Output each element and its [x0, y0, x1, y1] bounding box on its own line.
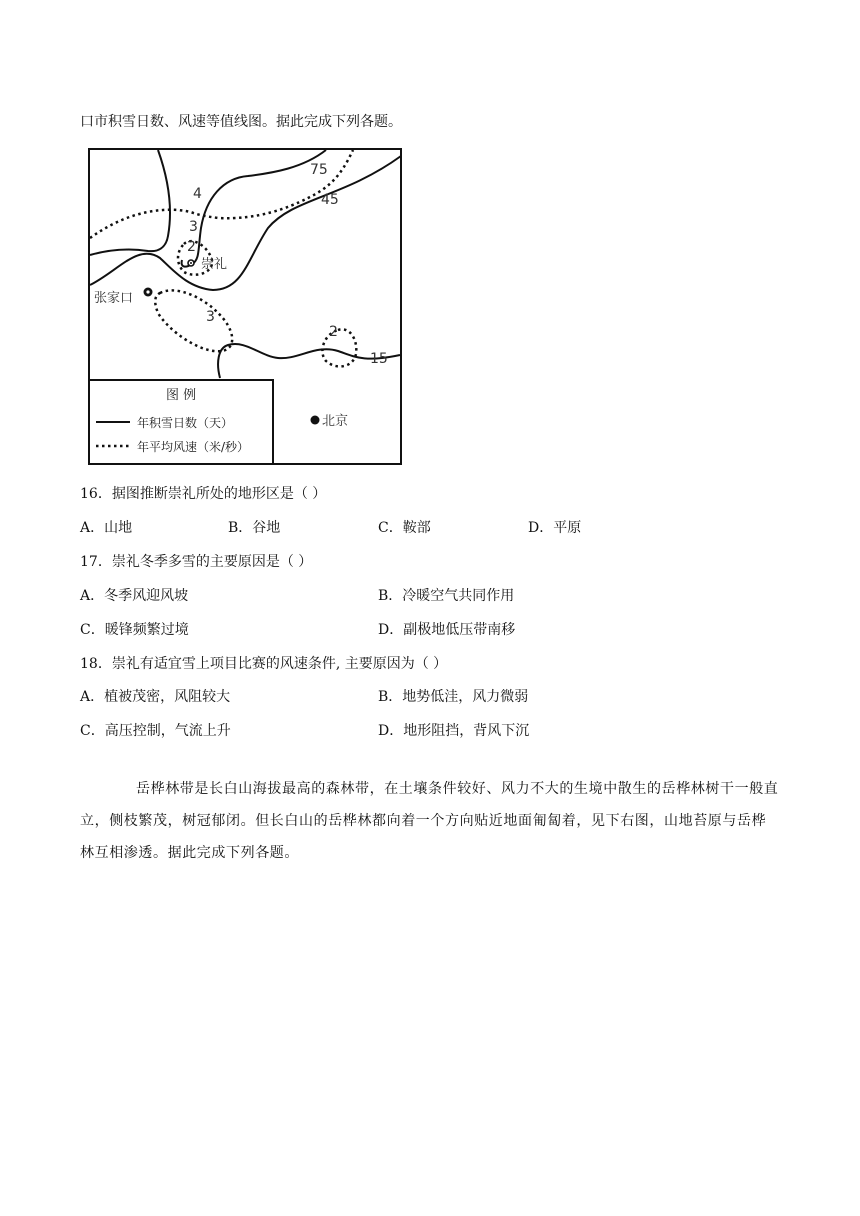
q18-option-a[interactable]: A．植被茂密，风阻较大: [80, 689, 231, 705]
legend-snow-text: 年积雪日数（天）: [137, 416, 234, 430]
label-2b: 2: [329, 324, 338, 340]
question-16-stem: 16．据图推断崇礼所处的地形区是（ ）: [80, 486, 327, 502]
label-beijing: 北京: [322, 414, 349, 429]
q16-option-d[interactable]: D．平原: [528, 520, 582, 536]
q17-option-c[interactable]: C．暖锋频繁过境: [80, 622, 189, 638]
label-15: 15: [370, 351, 388, 367]
intro-text: 口市积雪日数、风速等值线图。据此完成下列各题。: [80, 114, 402, 130]
beijing-marker: [311, 416, 320, 425]
label-3b: 3: [206, 309, 215, 325]
q18-option-d[interactable]: D．地形阻挡，背风下沉: [378, 723, 530, 739]
isoline-map: [88, 148, 402, 465]
q16-option-b[interactable]: B．谷地: [228, 520, 281, 536]
q17-option-b[interactable]: B．冷暖空气共同作用: [378, 588, 515, 604]
q18-option-c[interactable]: C．高压控制，气流上升: [80, 723, 231, 739]
label-zhangjiakou: 张家口: [94, 291, 134, 306]
label-45: 45: [321, 192, 339, 208]
q16-option-c[interactable]: C．鞍部: [378, 520, 431, 536]
q17-option-d[interactable]: D．副极地低压带南移: [378, 622, 516, 638]
label-75: 75: [310, 162, 328, 178]
label-2a: 2: [187, 239, 196, 255]
legend-wind-text: 年平均风速（米/秒）: [137, 440, 250, 454]
q18-option-b[interactable]: B．地势低洼，风力微弱: [378, 689, 529, 705]
q16-option-a[interactable]: A．山地: [80, 520, 133, 536]
question-17-stem: 17．崇礼冬季多雪的主要原因是（ ）: [80, 554, 313, 570]
question-18-stem: 18．崇礼有适宜雪上项目比赛的风速条件, 主要原因为（ ）: [80, 656, 448, 672]
passage-text: 岳桦林带是长白山海拔最高的森林带，在土壤条件较好、风力不大的生境中散生的岳桦林树干一般直立，侧枝繁茂，树冠郁闭。但长白山的岳桦林都向着一个方向贴近地面匍匐着，见下右图，山地苔原与岳桦林互相渗透。据此完成下列各题。: [80, 781, 779, 861]
label-3a: 3: [189, 219, 198, 235]
label-chongli: 崇礼: [201, 257, 228, 272]
legend-title: 图 例: [166, 388, 197, 403]
label-4: 4: [193, 186, 202, 202]
q17-option-a[interactable]: A．冬季风迎风坡: [80, 588, 189, 604]
